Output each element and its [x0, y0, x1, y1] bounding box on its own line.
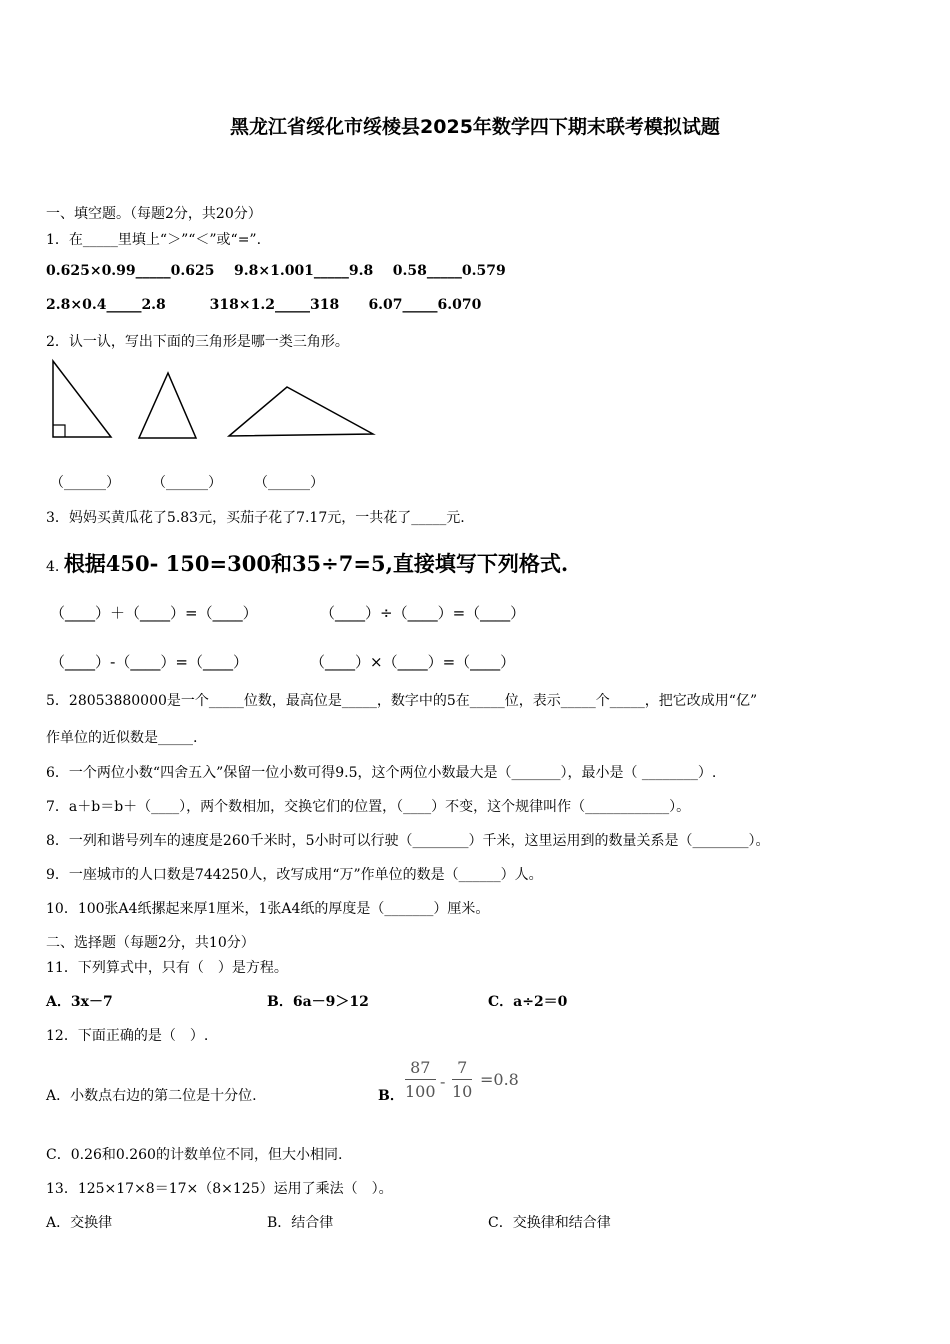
fraction-2-denominator: 10	[452, 1082, 473, 1101]
question-9: 9．一座城市的人口数是744250人，改写成用“万”作单位的数是（______）人。	[46, 867, 543, 883]
minus-sign: -	[440, 1072, 446, 1091]
question-5-line-1: 5．28053880000是一个_____位数，最高位是_____，数字中的5在_____位，表示_____个_____，把它改成用“亿”	[46, 693, 758, 709]
question-4-row-2-right[interactable]: （____）×（____）=（____）	[310, 653, 516, 671]
question-11-option-a[interactable]: A．3x－7	[46, 994, 113, 1010]
section-2-heading: 二、选择题（每题2分，共10分）	[46, 935, 255, 951]
fraction-87-100	[405, 1058, 436, 1101]
question-12-option-a[interactable]: A．小数点右边的第二位是十分位.	[46, 1088, 257, 1104]
triangle-blank-2[interactable]: （______）	[152, 475, 222, 491]
right-angle-mark	[53, 425, 65, 437]
question-6: 6．一个两位小数“四舍五入”保留一位小数可得9.5，这个两位小数最大是（_______），最小是（ ________）.	[46, 765, 717, 781]
question-5-line-2: 作单位的近似数是_____.	[46, 730, 198, 746]
question-11-option-c[interactable]: C．a÷2＝0	[488, 994, 568, 1010]
fraction-2-numerator: 7	[457, 1058, 468, 1077]
question-4-stem	[46, 548, 568, 578]
obtuse-triangle	[229, 387, 373, 436]
fraction-1-bar	[405, 1079, 436, 1080]
fraction-1-denominator: 100	[405, 1082, 436, 1101]
question-4-number: 4.	[46, 559, 60, 575]
right-triangle	[53, 361, 111, 437]
section-1-heading: 一、填空题。（每题2分，共20分）	[46, 206, 262, 222]
question-11-stem: 11．下列算式中，只有（ ）是方程。	[46, 960, 288, 976]
triangle-blank-1[interactable]: （______）	[50, 475, 120, 491]
question-12-option-b-label[interactable]: B．	[378, 1088, 404, 1104]
question-3: 3．妈妈买黄瓜花了5.83元，买茄子花了7.17元，一共花了_____元.	[46, 510, 465, 526]
question-4-row-1-left[interactable]: （____）＋（____）=（____）	[50, 604, 258, 622]
question-4-row-2-left[interactable]: （____）-（____）=（____）	[50, 653, 248, 671]
question-13-option-c[interactable]: C．交换律和结合律	[488, 1215, 611, 1231]
question-4-text: 根据450- 150=300和35÷7=5,直接填写下列格式.	[63, 551, 569, 576]
page-title: 黑龙江省绥化市绥棱县2025年数学四下期末联考模拟试题	[230, 116, 720, 138]
acute-triangle	[139, 373, 196, 438]
question-13-option-b[interactable]: B．结合律	[267, 1215, 334, 1231]
fraction-2-bar	[452, 1079, 472, 1080]
question-10: 10．100张A4纸摞起来厚1厘米，1张A4纸的厚度是（_______）厘米。	[46, 901, 490, 917]
fraction-7-10	[452, 1058, 472, 1101]
question-13-stem: 13．125×17×8＝17×（8×125）运用了乘法（ ）。	[46, 1181, 393, 1197]
question-1-row-1: 0.625×0.99_____0.625 9.8×1.001_____9.8 0.58_____0.579	[46, 263, 506, 279]
question-12-option-c[interactable]: C．0.26和0.260的计数单位不同，但大小相同.	[46, 1147, 343, 1163]
question-1-row-2: 2.8×0.4_____2.8 318×1.2_____318 6.07_____6.070	[46, 297, 482, 313]
question-12-stem: 12．下面正确的是（ ）.	[46, 1028, 209, 1044]
question-8: 8．一列和谐号列车的速度是260千米时，5小时可以行驶（________）千米，这里运用到的数量关系是（________）。	[46, 833, 770, 849]
triangle-blank-3[interactable]: （______）	[254, 475, 324, 491]
question-1-stem: 1．在_____里填上“＞”“＜”或“=”.	[46, 232, 262, 248]
question-4-row-1-right[interactable]: （____）÷（____）=（____）	[320, 604, 526, 622]
question-13-option-a[interactable]: A．交换律	[46, 1215, 113, 1231]
equation-result: =0.8	[480, 1070, 519, 1089]
fraction-1-numerator: 87	[410, 1058, 431, 1077]
triangle-figures	[46, 355, 386, 445]
question-2-stem: 2．认一认，写出下面的三角形是哪一类三角形。	[46, 334, 349, 350]
question-7: 7．a＋b＝b＋（____），两个数相加，交换它们的位置，（____）不变，这个规律叫作（____________）。	[46, 799, 691, 815]
question-11-option-b[interactable]: B．6a－9＞12	[267, 994, 369, 1010]
